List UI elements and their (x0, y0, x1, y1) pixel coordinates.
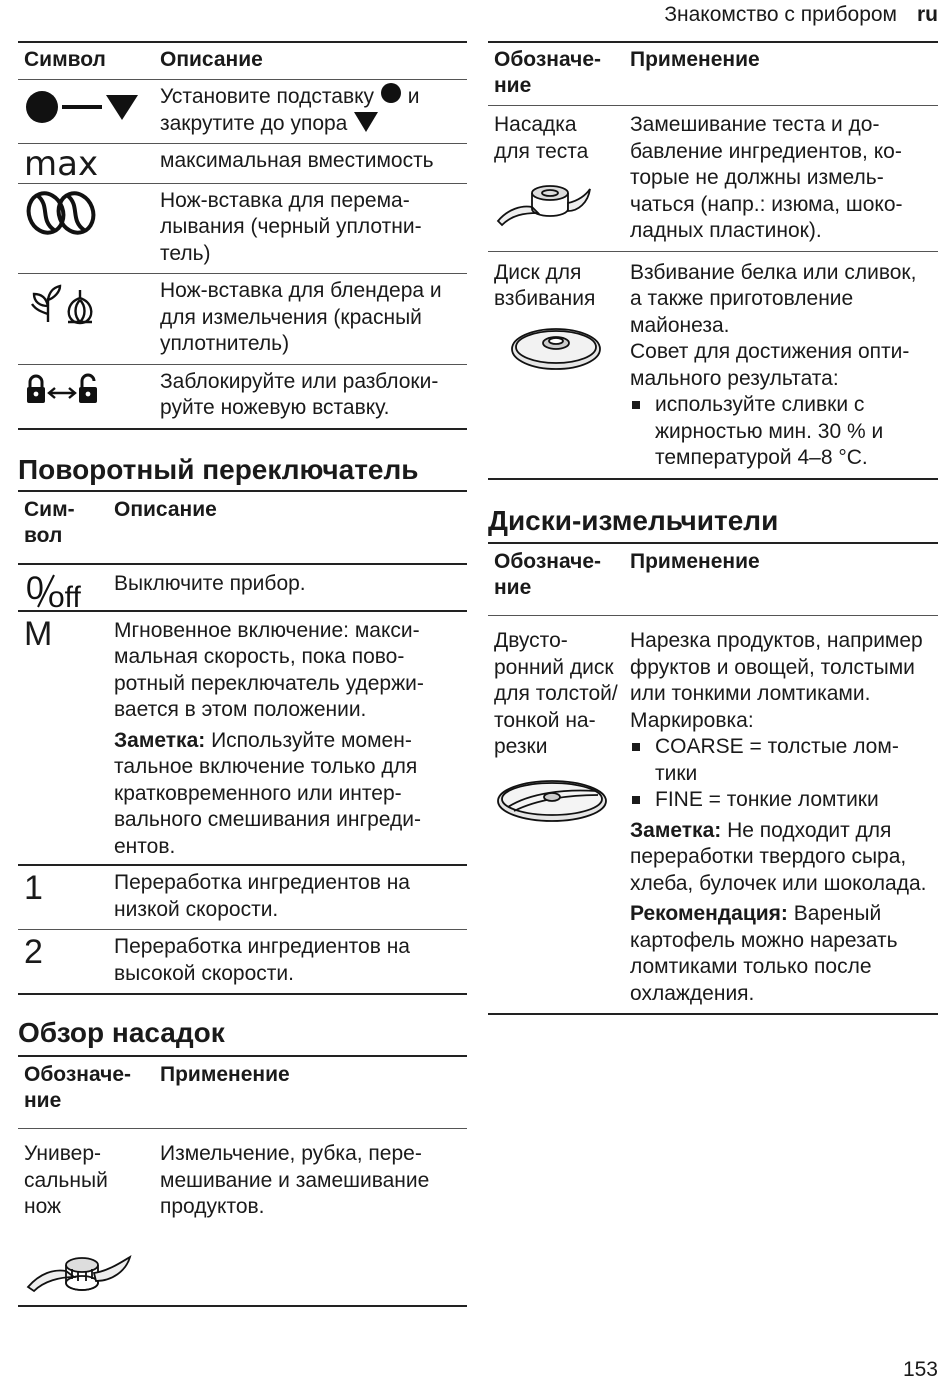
header-title: Знакомство с прибором (664, 3, 897, 26)
down-triangle-icon (353, 111, 379, 133)
speed-2-symbol: 2 (24, 933, 43, 971)
header-designation: Обозначение (494, 48, 602, 97)
symbol-cell (18, 930, 108, 995)
symbols-table-header (18, 42, 467, 80)
symbol-cell (18, 364, 154, 429)
svg-text:off: off (48, 581, 81, 609)
page-number: 153 (902, 1358, 938, 1381)
list-item: используйте сливки с жирностью мин. 30 % и температурой 4–8 °C. (630, 392, 932, 472)
attachments-table-header (18, 1056, 467, 1129)
table-row (18, 364, 467, 429)
slicing-disc-image (494, 773, 610, 825)
symbol-cell (18, 865, 108, 930)
off-symbol-icon (24, 569, 88, 609)
header-symbol: Символ (24, 48, 106, 71)
universal-knife-image (24, 1243, 134, 1299)
base-lock-symbol-icon (24, 90, 140, 124)
svg-text:0: 0 (26, 570, 44, 606)
designation-cell: Универсальный нож (18, 1129, 154, 1306)
attachments-table (18, 1055, 467, 1307)
slicing-table-block (488, 542, 938, 1015)
running-header (664, 2, 938, 28)
recommendation: Рекомендация: Вареный картофель можно нарезать ломтиками только после охлаждения. (630, 902, 898, 1005)
attachments-heading: Обзор насадок (18, 1017, 225, 1048)
table-row (18, 183, 467, 274)
application-cell: Нарезка продуктов, например фруктов и овощей, толстыми или тонкими ломтиками. Маркировка: COARSE = толстые ломтики FINE = тонкие ломтики Заметка: Не подходит для переработки твердого сыра, хлеба, булочек или шоколада. Рекомендация: Вареный картофель можно нарезать ломтиками только после охлаждения. (624, 616, 938, 1015)
rotary-table-header (18, 491, 467, 564)
attachments-right-header (488, 42, 938, 106)
table-row (488, 251, 938, 479)
header-language: ru (917, 3, 938, 26)
symbols-table-block (18, 41, 467, 430)
symbol-cell (18, 274, 154, 365)
header-designation: Обозначение (494, 550, 602, 599)
designation-cell: Насадка для теста (488, 106, 624, 252)
attachments-table-block (18, 1055, 467, 1307)
attachments-right-block (488, 41, 938, 480)
description-cell: Установите подставку и закрутите до упора (154, 80, 467, 144)
description-cell: максимальная вместимость (160, 149, 434, 172)
symbols-table (18, 41, 467, 430)
header-symbol: Символ (24, 498, 75, 547)
symbol-cell (18, 144, 154, 184)
table-row (488, 616, 938, 1015)
bullet-icon (632, 743, 640, 751)
table-row (18, 865, 467, 930)
herbs-onion-icon (24, 284, 104, 326)
header-description: Описание (160, 48, 263, 71)
marking-label: Маркировка: (630, 708, 754, 732)
note: Заметка: Не подходит для переработки твердого сыра, хлеба, булочек или шоколада. (630, 818, 927, 895)
max-symbol: max (24, 144, 99, 184)
speed-1-symbol: 1 (24, 869, 43, 907)
tip: Совет для достижения оптимального результата: (630, 340, 910, 390)
description-cell: Нож-вставка для перемалывания (черный уплотнитель) (160, 188, 422, 265)
coffee-beans-icon (24, 190, 100, 236)
table-row (18, 611, 467, 866)
lock-unlock-icon (24, 373, 100, 405)
symbol-cell (18, 183, 154, 274)
header-application: Применение (160, 1063, 290, 1086)
header-description: Описание (114, 498, 217, 521)
filled-circle-icon (380, 82, 402, 104)
header-application: Применение (630, 550, 760, 573)
application-cell: Измельчение, рубка, перемешивание и замешивание продуктов. (160, 1142, 430, 1218)
description-cell: Мгновенное включение: максимальная скорость, пока поворотный переключатель удерживается в этом положении. Заметка: Используйте моментальное включение только для кратковременного или интервального смешивания ингредиентов. (108, 611, 467, 866)
designation-cell: Диск для взбивания (488, 251, 624, 479)
slicing-table (488, 542, 938, 1015)
bullet-icon (632, 401, 640, 409)
bullet-icon (632, 796, 640, 804)
description-cell: Заблокируйте или разблокируйте ножевую вставку. (160, 369, 439, 419)
description-cell: Выключите прибор. (114, 572, 306, 595)
designation-cell: Двусторонний диск для толстой/ тонкой нарезки (488, 616, 624, 1015)
symbol-cell (18, 80, 154, 144)
description-cell: Переработка ингредиентов на высокой скорости. (114, 935, 410, 985)
rotary-table (18, 490, 467, 995)
momentary-symbol: M (24, 614, 53, 653)
description-cell: Переработка ингредиентов на низкой скорости. (114, 871, 410, 921)
table-row (18, 144, 467, 184)
table-row (18, 274, 467, 365)
attachments-right-table (488, 41, 938, 480)
dough-hook-image (494, 179, 594, 227)
table-row (18, 80, 467, 144)
symbol-cell (18, 611, 108, 866)
rotary-switch-heading: Поворотный переключатель (18, 454, 419, 485)
note: Заметка: Используйте моментальное включение только для кратковременного или интервального смешивания ингредиентов. (114, 728, 421, 858)
list-item: FINE = тонкие ломтики (630, 787, 932, 814)
header-designation: Обозначение (24, 1063, 132, 1112)
description-cell: Нож-вставка для блендера и для измельчения (красный уплотнитель) (160, 279, 442, 355)
symbol-cell (18, 564, 108, 611)
slicing-table-header (488, 543, 938, 616)
application-cell: Замешивание теста и добавление ингредиентов, которые не должны измельчаться (напр.: изюма, шоколадных пластинок). (630, 113, 903, 242)
table-row (18, 930, 467, 995)
slicing-discs-heading: Диски-измельчители (488, 505, 779, 536)
table-row (18, 1129, 467, 1306)
whisk-disc-image (508, 321, 604, 373)
table-row (18, 564, 467, 611)
rotary-table-block (18, 490, 467, 995)
list-item: COARSE = толстые ломтики (630, 734, 932, 787)
header-application: Применение (630, 48, 760, 71)
table-row (488, 106, 938, 252)
application-cell: Взбивание белка или сливок, а также приготовление майонеза. Совет для достижения оптимального результата: используйте сливки с жирностью мин. 30 % и температурой 4–8 °C. (624, 251, 938, 479)
